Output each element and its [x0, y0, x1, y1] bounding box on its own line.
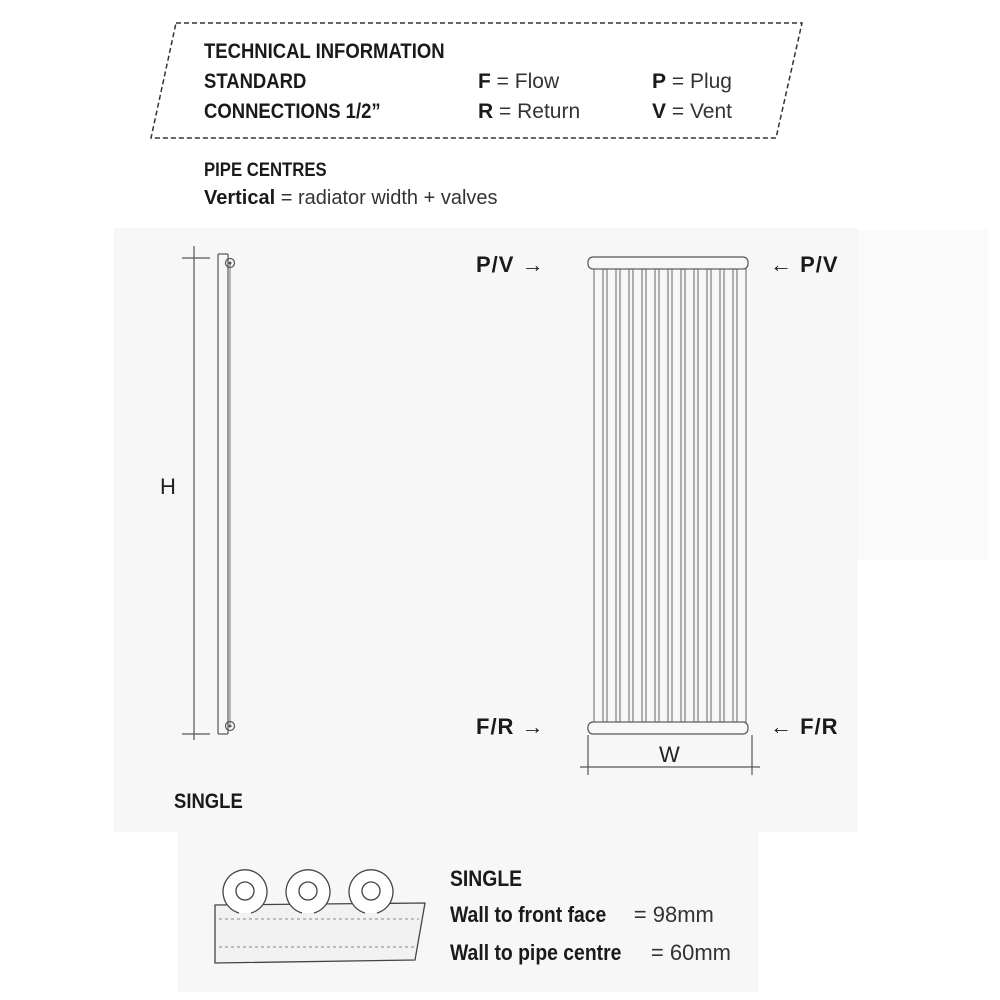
side-view-caption: SINGLE [174, 790, 243, 813]
drawing-panel-edge [858, 230, 988, 560]
radiator-tube [672, 269, 681, 722]
tube-section-inner [236, 882, 254, 900]
radiator-tube [659, 269, 668, 722]
height-label: H [160, 474, 176, 499]
label-top-right-pv: ← P/V [770, 252, 839, 277]
tech-standard: STANDARD [204, 70, 307, 93]
radiator-tube [685, 269, 694, 722]
radiator-tube [724, 269, 733, 722]
radiator-tube [594, 269, 603, 722]
label-bottom-left-fr: F/R → [476, 714, 545, 739]
radiator-tube [620, 269, 629, 722]
vent-legend: V = Vent [652, 100, 732, 123]
radiator-tube [607, 269, 616, 722]
plug-legend: P = Plug [652, 70, 732, 93]
width-label: W [659, 742, 680, 767]
flow-legend: F = Flow [478, 70, 560, 93]
section-title: SINGLE [450, 866, 523, 891]
front-view-drawing [570, 245, 770, 775]
tube-section-inner [299, 882, 317, 900]
return-legend: R = Return [478, 100, 581, 123]
radiator-tube [646, 269, 655, 722]
radiator-tube [698, 269, 707, 722]
pipe-centres-heading: PIPE CENTRES [204, 160, 327, 181]
cross-section-drawing [205, 855, 435, 975]
radiator-tube [737, 269, 746, 722]
tech-connections: CONNECTIONS 1/2” [204, 100, 381, 123]
wall-to-front-face: Wall to front face = 98mm [450, 902, 714, 927]
radiator-tube [711, 269, 720, 722]
pipe-centres-vertical: Vertical = radiator width + valves [204, 187, 498, 209]
label-top-left-pv: P/V → [476, 252, 545, 277]
wall-to-pipe-centre: Wall to pipe centre = 60mm [450, 940, 731, 965]
radiator-tube [633, 269, 642, 722]
tube-section-inner [362, 882, 380, 900]
tech-title: TECHNICAL INFORMATION [204, 40, 445, 63]
label-bottom-right-fr: ← F/R [770, 714, 839, 739]
